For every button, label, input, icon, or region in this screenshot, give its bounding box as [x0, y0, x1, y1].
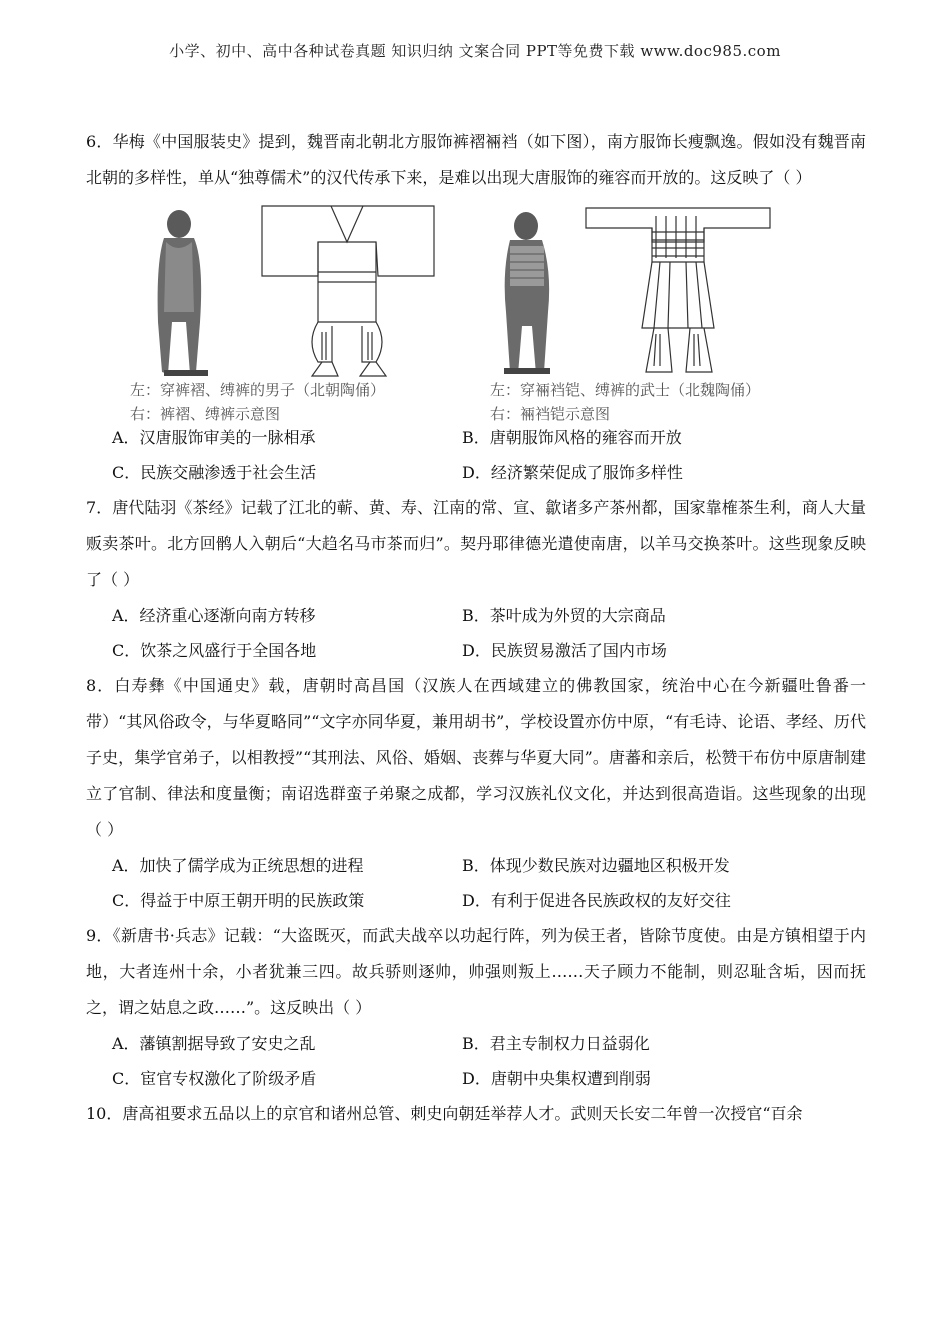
- figurine-left-image: [158, 210, 212, 376]
- page-header: 小学、初中、高中各种试卷真题 知识归纳 文案合同 PPT等免费下载 www.doc985.com: [169, 42, 781, 60]
- question-9-stem: 9．《新唐书·兵志》记载：“大盗既灭，而武夫战卒以功起行阵，列为侯王者，皆除节度使。由是方镇相望于内地，大者连州十余，小者犹兼三四。故兵骄则逐帅，帅强则叛上……天子顾力不能制，则忍耻含垢，因而抚之，谓之姑息之政……”。这反映出（ ）: [86, 926, 866, 1017]
- left-caption-2: 右：裤褶、缚裤示意图: [130, 405, 281, 423]
- q8-option-a[interactable]: A．加快了儒学成为正统思想的进程: [112, 856, 364, 875]
- q7-option-b[interactable]: B．茶叶成为外贸的大宗商品: [462, 606, 666, 625]
- q7-option-a[interactable]: A．经济重心逐渐向南方转移: [112, 606, 316, 625]
- document-body: [86, 124, 866, 1132]
- question-8-stem: 8．白寿彝《中国通史》载，唐朝时高昌国（汉族人在西域建立的佛教国家，统治中心在今新疆吐鲁番一带）“其风俗政令，与华夏略同”“文字亦同华夏，兼用胡书”，学校设置亦仿中原，“有毛诗、论语、孝经、历代子史，集学官弟子，以相教授”“其刑法、风俗、婚姻、丧葬与华夏大同”。唐蕃和亲后，松赞干布仿中原唐制建立了官制、律法和度量衡；南诏选群蛮子弟聚之成都，学习汉族礼仪文化，并达到很高造诣。这些现象的出现（ ）: [86, 676, 866, 839]
- q6-option-a[interactable]: A．汉唐服饰审美的一脉相承: [112, 428, 316, 447]
- armor-diagram: [586, 208, 770, 372]
- q7-option-d[interactable]: D．民族贸易激活了国内市场: [462, 641, 667, 660]
- question-10-stem: 10．唐高祖要求五品以上的京官和诸州总管、刺史向朝廷举荐人才。武则天长安二年曾一次授官“百余: [86, 1104, 803, 1123]
- q9-option-b[interactable]: B．君主专制权力日益弱化: [462, 1034, 650, 1053]
- question-7-stem: 7．唐代陆羽《茶经》记载了江北的蕲、黄、寿、江南的常、宣、歙诸多产茶州都，国家靠榷茶生利，商人大量贩卖茶叶。北方回鹘人入朝后“大趋名马市茶而归”。契丹耶律德光遣使南唐，以羊马交换茶叶。这些现象反映了（ ）: [86, 498, 866, 589]
- right-caption-2: 右：裲裆铠示意图: [490, 405, 611, 423]
- kuzhe-diagram: [262, 206, 434, 376]
- q9-option-c[interactable]: C．宦官专权激化了阶级矛盾: [112, 1069, 317, 1088]
- q6-option-b[interactable]: B．唐朝服饰风格的雍容而开放: [462, 428, 682, 447]
- question-7-options: [112, 598, 866, 668]
- right-caption-1: 左：穿裲裆铠、缚裤的武士（北魏陶俑）: [490, 381, 761, 399]
- q7-option-c[interactable]: C．饮茶之风盛行于全国各地: [112, 641, 317, 660]
- question-6-options: [112, 420, 866, 490]
- q9-option-a[interactable]: A．藩镇割据导致了安史之乱: [112, 1034, 316, 1053]
- clothing-figure: [86, 202, 866, 423]
- warrior-figurine-image: [504, 212, 550, 374]
- q8-option-b[interactable]: B．体现少数民族对边疆地区积极开发: [462, 856, 730, 875]
- q6-option-c[interactable]: C．民族交融渗透于社会生活: [112, 463, 317, 482]
- q9-option-d[interactable]: D．唐朝中央集权遭到削弱: [462, 1069, 651, 1088]
- question-9-options: [112, 1026, 866, 1096]
- question-6-stem: 6．华梅《中国服装史》提到，魏晋南北朝北方服饰裤褶裲裆（如下图），南方服饰长瘦飘逸。假如没有魏晋南北朝的多样性，单从“独尊儒术”的汉代传承下来，是难以出现大唐服饰的雍容而开放的。这反映了（ ）: [86, 132, 866, 187]
- question-8-options: [112, 848, 866, 918]
- q8-option-d[interactable]: D．有利于促进各民族政权的友好交往: [462, 891, 731, 910]
- q6-option-d[interactable]: D．经济繁荣促成了服饰多样性: [462, 463, 683, 482]
- left-caption-1: 左：穿裤褶、缚裤的男子（北朝陶俑）: [130, 381, 386, 399]
- q8-option-c[interactable]: C．得益于中原王朝开明的民族政策: [112, 891, 365, 910]
